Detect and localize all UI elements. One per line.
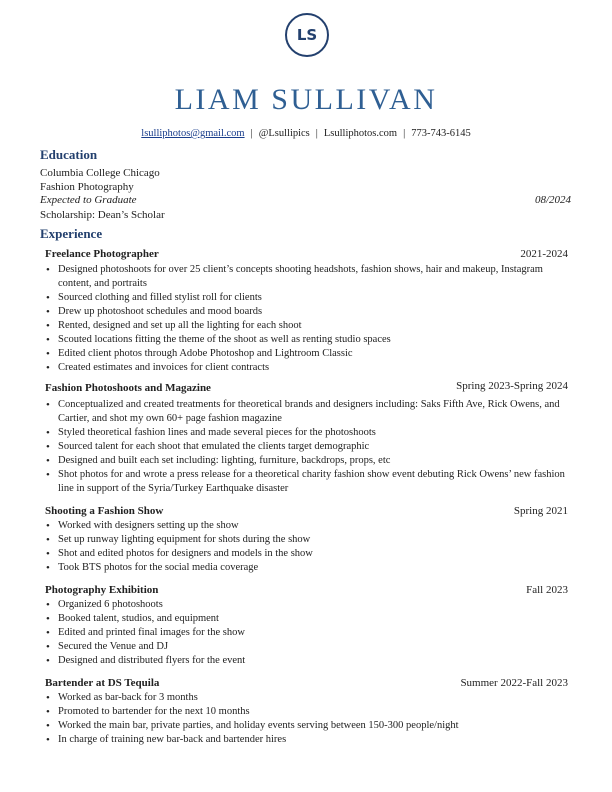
job-bullets [44, 598, 574, 668]
experience-heading: Experience [40, 226, 103, 241]
list-item: • Conceptualized and created treatments for theoretical brands and designers including: Saks Fifth Ave, Rick Owens, and Cartier, and shot my own 60+ page fashion magazine [44, 398, 574, 426]
education-major: Fashion Photography [40, 181, 134, 193]
job-date: Summer 2022-Fall 2023 [460, 677, 568, 689]
job-title: Bartender at DS Tequila [45, 677, 160, 689]
job-title: Fashion Photoshoots and Magazine [45, 382, 211, 394]
list-item: • Worked with designers setting up the show [44, 519, 574, 533]
list-item: • Set up runway lighting equipment for shots during the show [44, 533, 574, 547]
education-school: Columbia College Chicago [40, 167, 160, 179]
job-title: Photography Exhibition [45, 584, 159, 596]
education-expected: Expected to Graduate [40, 194, 137, 206]
separator: | [403, 128, 406, 139]
list-item: • Designed and built each set including: lighting, furniture, backdrops, props, etc [44, 454, 574, 468]
list-item: • Secured the Venue and DJ [44, 640, 574, 654]
list-item: • In charge of training new bar-back and bartender hires [44, 733, 574, 747]
education-scholarship: Scholarship: Dean’s Scholar [40, 209, 165, 221]
job-date: 2021-2024 [520, 248, 568, 260]
monogram-logo: LS [285, 13, 329, 57]
job-date: Fall 2023 [526, 584, 568, 596]
list-item: • Shot photos for and wrote a press release for a theoretical charity fashion show event debuting Rick Owens’ new fashion line in support of the Syria/Turkey Earthquake disaster [44, 468, 574, 496]
job-bullets [44, 519, 574, 575]
list-item: • Created estimates and invoices for client contracts [44, 361, 574, 375]
list-item: • Worked the main bar, private parties, and holiday events serving between 150-300 people/night [44, 719, 574, 733]
email-link[interactable]: lsulliphotos@gmail.com [141, 128, 245, 139]
list-item: • Booked talent, studios, and equipment [44, 612, 574, 626]
job-date: Spring 2023-Spring 2024 [456, 380, 568, 392]
list-item: • Organized 6 photoshoots [44, 598, 574, 612]
website-text: Lsulliphotos.com [323, 128, 398, 139]
job-bullets [44, 263, 574, 375]
list-item: • Edited and printed final images for the show [44, 626, 574, 640]
phone-number: 773-743-6145 [411, 128, 471, 139]
list-item: • Sourced clothing and filled stylist roll for clients [44, 291, 574, 305]
list-item: • Styled theoretical fashion lines and made several pieces for the photoshoots [44, 426, 574, 440]
list-item: • Sourced talent for each shoot that emulated the clients target demographic [44, 440, 574, 454]
job-title: Freelance Photographer [45, 248, 159, 260]
list-item: • Took BTS photos for the social media coverage [44, 561, 574, 575]
list-item: • Shot and edited photos for designers and models in the show [44, 547, 574, 561]
job-bullets [44, 398, 574, 496]
education-heading: Education [40, 147, 98, 162]
list-item: • Rented, designed and set up all the lighting for each shoot [44, 319, 574, 333]
list-item: • Drew up photoshoot schedules and mood boards [44, 305, 574, 319]
instagram-handle: @Lsullipics [258, 128, 310, 139]
list-item: • Promoted to bartender for the next 10 months [44, 705, 574, 719]
job-bullets [44, 691, 574, 747]
contact-line [0, 128, 612, 139]
education-date: 08/2024 [534, 194, 571, 206]
list-item: • Edited client photos through Adobe Photoshop and Lightroom Classic [44, 347, 574, 361]
list-item: • Designed photoshoots for over 25 client’s concepts shooting headshots, fashion shows, hair and makeup, Instagram content, and portraits [44, 263, 574, 291]
list-item: • Designed and distributed flyers for the event [44, 654, 574, 668]
separator: | [250, 128, 253, 139]
list-item: • Worked as bar-back for 3 months [44, 691, 574, 705]
resume-name: LIAM SULLIVAN [174, 83, 438, 116]
separator: | [315, 128, 318, 139]
list-item: • Scouted locations fitting the theme of the shoot as well as renting studio spaces [44, 333, 574, 347]
job-date: Spring 2021 [513, 505, 568, 517]
job-title: Shooting a Fashion Show [45, 505, 164, 517]
